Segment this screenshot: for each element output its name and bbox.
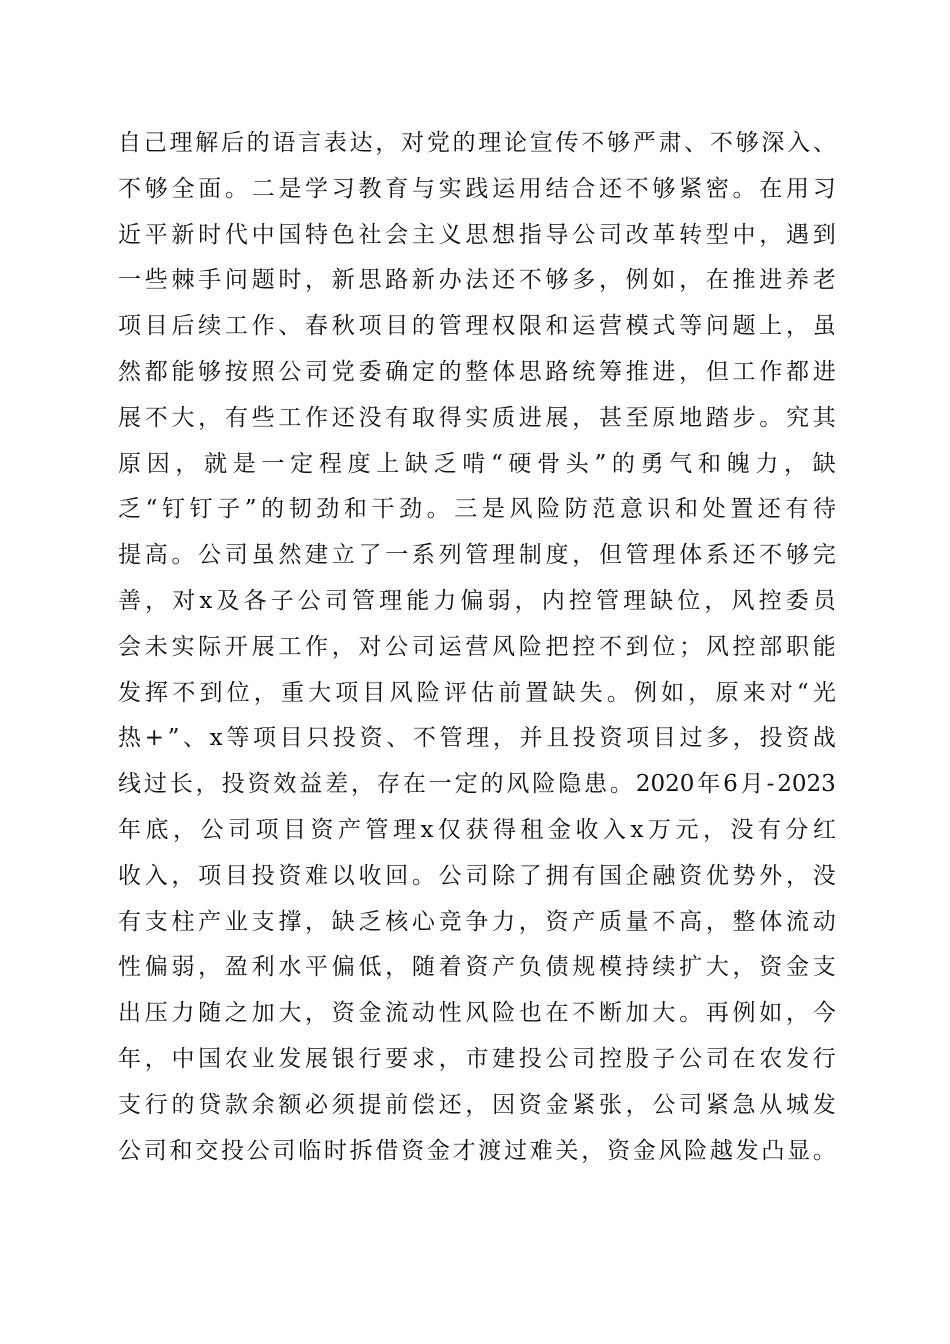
text-line: 线 过 长 ， 投 资 效 益 差 ， 存 在 一 定 的 风 险 隐 患 。 2020 年 6 月 - 2023 [118,771,836,798]
text-line: 公 司 和 交 投 公 司 临 时 拆 借 资 金 才 渡 过 难 关 ， 资 金 风 险 越 发 凸 显 。 [118,1137,836,1164]
text-line: 善 ， 对 x 及 各 子 公 司 管 理 能 力 偏 弱 ， 内 控 管 理 缺 位 ， 风 控 委 员 [118,587,836,614]
text-line: 出 压 力 随 之 加 大 ， 资 金 流 动 性 风 险 也 在 不 断 加 大 。 再 例 如 ， 今 [118,1000,836,1027]
text-line: 有 支 柱 产 业 支 撑 ， 缺 乏 核 心 竞 争 力 ， 资 产 质 量 不 高 ， 整 体 流 动 [118,908,836,935]
text-line: 然 都 能 够 按 照 公 司 党 委 确 定 的 整 体 思 路 统 筹 推 进 ， 但 工 作 都 进 [118,358,836,385]
text-line: 性 偏 弱 ， 盈 利 水 平 偏 低 ， 随 着 资 产 负 债 规 模 持 续 扩 大 ， 资 金 支 [118,954,836,981]
text-line: 展 不 大 ， 有 些 工 作 还 没 有 取 得 实 质 进 展 ， 甚 至 原 地 踏 步 。 究 其 [118,404,836,431]
text-line: 乏 “ 钉 钉 子 ” 的 韧 劲 和 干 劲 。 三 是 风 险 防 范 意 识 和 处 置 还 有 待 [118,496,836,523]
body-paragraph [118,121,848,1174]
text-line: 原 因 ， 就 是 一 定 程 度 上 缺 乏 啃 “ 硬 骨 头 ” 的 勇 气 和 魄 力 ， 缺 [118,450,836,477]
text-line: 会 未 实 际 开 展 工 作 ， 对 公 司 运 营 风 险 把 控 不 到 位 ； 风 控 部 职 能 [118,633,836,660]
text-line: 年 底 ， 公 司 项 目 资 产 管 理 x 仅 获 得 租 金 收 入 x 万 元 ， 没 有 分 红 [118,816,836,843]
text-line: 近 平 新 时 代 中 国 特 色 社 会 主 义 思 想 指 导 公 司 改 革 转 型 中 ， 遇 到 [118,221,836,248]
text-line: 不 够 全 面 。 二 是 学 习 教 育 与 实 践 运 用 结 合 还 不 够 紧 密 。 在 用 习 [118,175,836,202]
text-line: 提 高 。 公 司 虽 然 建 立 了 一 系 列 管 理 制 度 ， 但 管 理 体 系 还 不 够 完 [118,542,836,569]
text-line: 项 目 后 续 工 作 、 春 秋 项 目 的 管 理 权 限 和 运 营 模 式 等 问 题 上 ， 虽 [118,313,836,340]
text-line: 自 己 理 解 后 的 语 言 表 达 ， 对 党 的 理 论 宣 传 不 够 严 肃 、 不 够 深 入 、 [118,130,836,156]
text-line: 发 挥 不 到 位 ， 重 大 项 目 风 险 评 估 前 置 缺 失 。 例 如 ， 原 来 对 “ 光 [118,679,836,706]
text-line: 一 些 棘 手 问 题 时 ， 新 思 路 新 办 法 还 不 够 多 ， 例 如 ， 在 推 进 养 老 [118,267,836,294]
text-line: 支 行 的 贷 款 余 额 必 须 提 前 偿 还 ， 因 资 金 紧 张 ， 公 司 紧 急 从 城 发 [118,1091,836,1118]
text-line: 热 + ” 、 x 等 项 目 只 投 资 、 不 管 理 ， 并 且 投 资 项 目 过 多 ， 投 资 战 [118,725,836,752]
text-line: 收 入 ， 项 目 投 资 难 以 收 回 。 公 司 除 了 拥 有 国 企 融 资 优 势 外 ， 没 [118,862,836,889]
text-line: 年 ， 中 国 农 业 发 展 银 行 要 求 ， 市 建 投 公 司 控 股 子 公 司 在 农 发 行 [118,1045,836,1072]
